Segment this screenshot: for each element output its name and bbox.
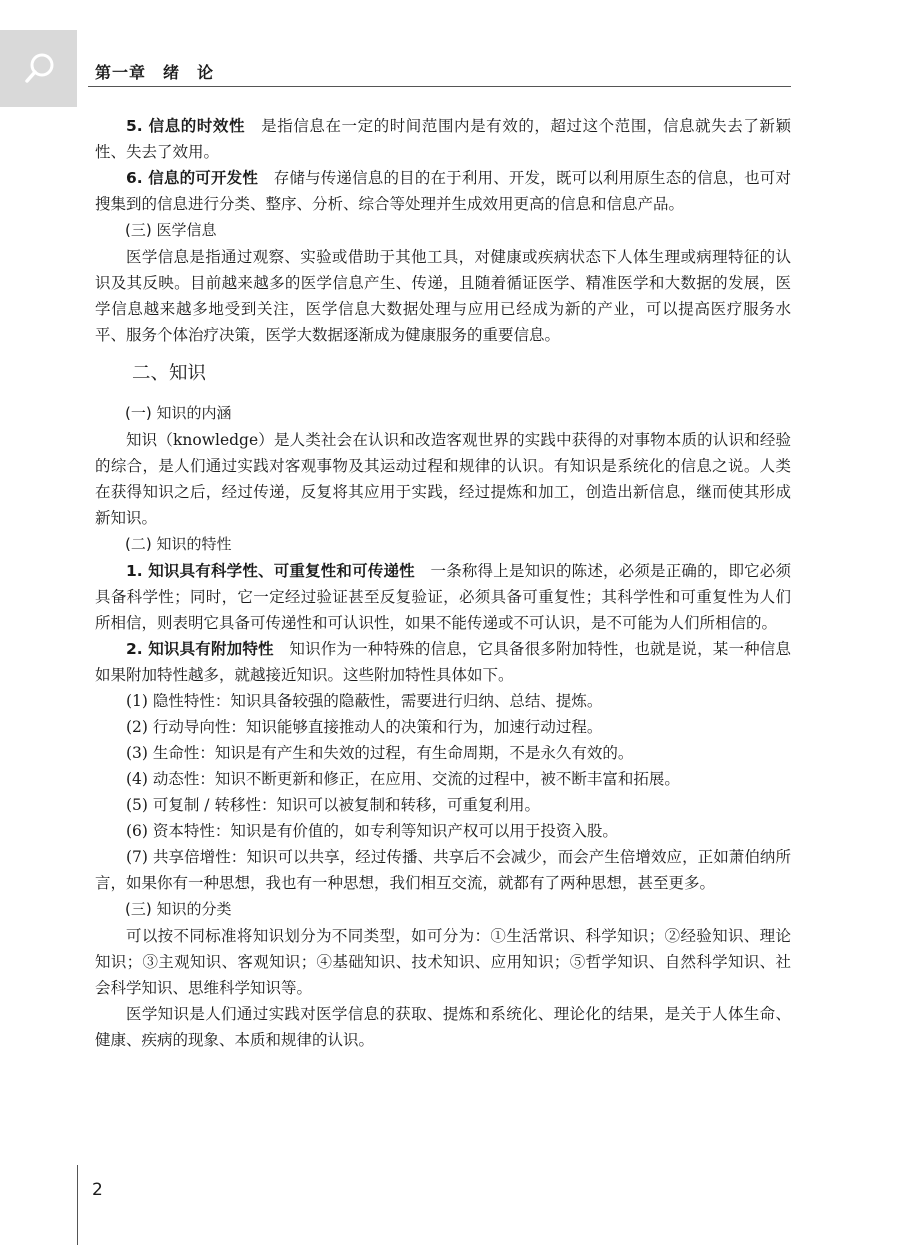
paragraph-text: (2) 行动导向性：知识能够直接推动人的决策和行为，加速行动过程。	[126, 718, 603, 736]
paragraph	[95, 923, 791, 1001]
paragraph-text: 存储与传递信息的目的在于利用、开发，既可以利用原生态的信息，也可对搜集到的信息进行分类、整序、分析、综合等处理并生成效用更高的信息和信息产品。	[95, 169, 791, 213]
paragraph-text: 一条称得上是知识的陈述，必须是正确的，即它必须具备科学性；同时，它一定经过验证甚至反复验证，必须具备可重复性；其科学性和可重复性为人们所相信，则表明它具备可传递性和可认识性，如果不能传递或不可认识，是不可能为人们所相信的。	[95, 562, 791, 632]
chapter-header: 第一章 绪 论	[95, 63, 215, 82]
page-number: 2	[92, 1180, 103, 1200]
paragraph	[95, 636, 791, 688]
paragraph	[95, 165, 791, 217]
footer-rule	[77, 1165, 78, 1245]
paragraph-text: (4) 动态性：知识不断更新和修正，在应用、交流的过程中，被不断丰富和拓展。	[126, 770, 680, 788]
section-heading: 二、知识	[132, 363, 207, 384]
paragraph-text: 知识（knowledge）是人类社会在认识和改造客观世界的实践中获得的对事物本质的认识和经验的综合，是人们通过实践对客观事物及其运动过程和规律的认识。有知识是系统化的信息之说。人类在获得知识之后，经过传递，反复将其应用于实践，经过提炼和加工，创造出新信息，继而使其形成新知识。	[95, 431, 791, 527]
paragraph-text: (7) 共享倍增性：知识可以共享，经过传播、共享后不会减少，而会产生倍增效应，正如萧伯纳所言，如果你有一种思想，我也有一种思想，我们相互交流，就都有了两种思想，甚至更多。	[95, 848, 791, 892]
paragraph	[95, 113, 791, 165]
paragraph	[95, 792, 791, 818]
paragraph-lead: 6. 信息的可开发性	[126, 169, 259, 187]
paragraph	[95, 844, 791, 896]
paragraph-text: 可以按不同标准将知识划分为不同类型，如可分为：①生活常识、科学知识；②经验知识、理论知识；③主观知识、客观知识；④基础知识、技术知识、应用知识；⑤哲学知识、自然科学知识、社会科学知识、思维科学知识等。	[95, 927, 791, 997]
corner-tab	[0, 30, 77, 107]
paragraph-text: (3) 生命性：知识是有产生和失效的过程，有生命周期，不是永久有效的。	[126, 744, 634, 762]
paragraph	[95, 766, 791, 792]
paragraph-text: (5) 可复制 / 转移性：知识可以被复制和转移，可重复利用。	[126, 796, 540, 814]
subsection-heading: (三) 知识的分类	[125, 900, 232, 918]
paragraph-lead: 2. 知识具有附加特性	[126, 640, 274, 658]
paragraph	[95, 244, 791, 348]
paragraph	[95, 688, 791, 714]
paragraph	[95, 818, 791, 844]
paragraph-text: (6) 资本特性：知识是有价值的，如专利等知识产权可以用于投资入股。	[126, 822, 618, 840]
paragraph	[95, 558, 791, 636]
paragraph-text: 知识作为一种特殊的信息，它具备很多附加特性，也就是说，某一种信息如果附加特性越多，就越接近知识。这些附加特性具体如下。	[95, 640, 791, 684]
header-rule	[88, 86, 791, 87]
page-body	[95, 113, 791, 1053]
paragraph	[95, 1001, 791, 1053]
paragraph	[95, 427, 791, 531]
paragraph-text: (1) 隐性特性：知识具备较强的隐蔽性，需要进行归纳、总结、提炼。	[126, 692, 603, 710]
subsection-heading: (三) 医学信息	[125, 221, 217, 239]
subsection-heading: (一) 知识的内涵	[125, 404, 232, 422]
paragraph-lead: 5. 信息的时效性	[126, 117, 246, 135]
paragraph-text: 医学知识是人们通过实践对医学信息的获取、提炼和系统化、理论化的结果，是关于人体生命、健康、疾病的现象、本质和规律的认识。	[95, 1005, 791, 1049]
paragraph-text: 医学信息是指通过观察、实验或借助于其他工具，对健康或疾病状态下人体生理或病理特征的认识及其反映。目前越来越多的医学信息产生、传递，且随着循证医学、精准医学和大数据的发展，医学信息越来越多地受到关注，医学信息大数据处理与应用已经成为新的产业，可以提高医疗服务水平、服务个体治疗决策，医学大数据逐渐成为健康服务的重要信息。	[95, 248, 791, 344]
search-icon	[22, 50, 58, 86]
paragraph	[95, 714, 791, 740]
subsection-heading: (二) 知识的特性	[125, 535, 232, 553]
paragraph	[95, 740, 791, 766]
paragraph-text: 是指信息在一定的时间范围内是有效的，超过这个范围，信息就失去了新颖性、失去了效用。	[95, 117, 791, 161]
paragraph-lead: 1. 知识具有科学性、可重复性和可传递性	[126, 562, 415, 580]
